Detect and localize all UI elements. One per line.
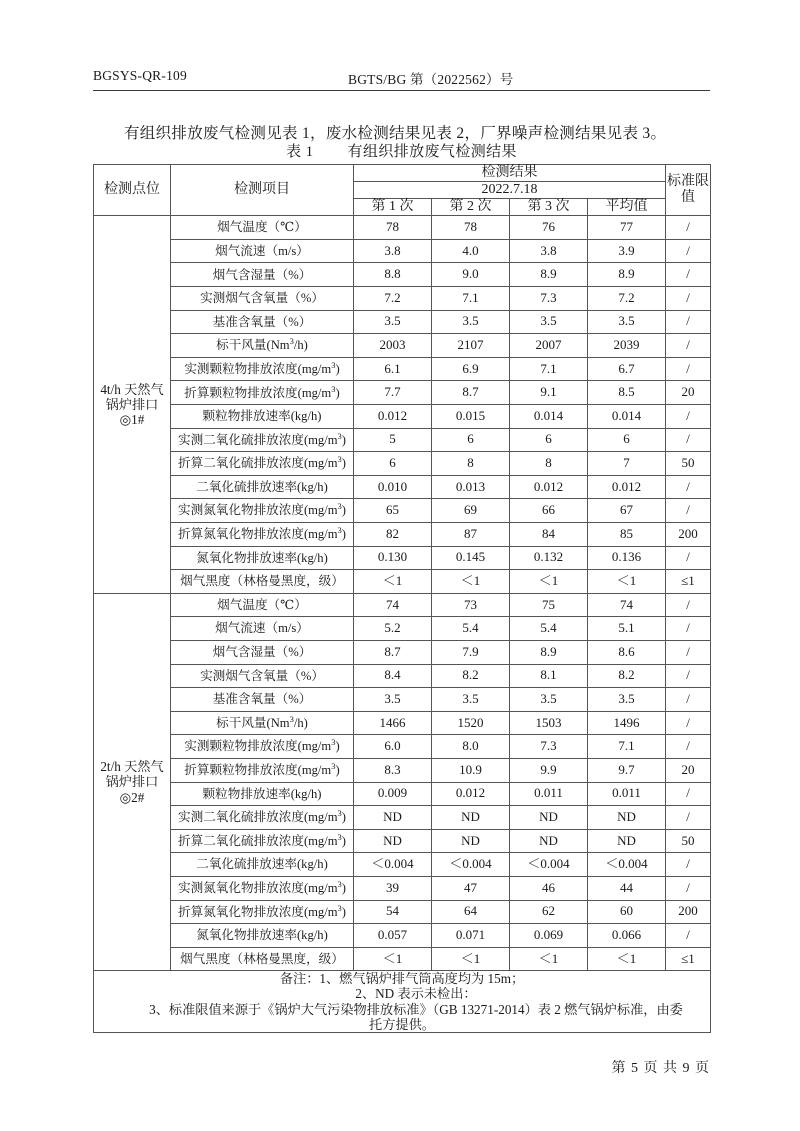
table-row — [94, 475, 711, 499]
table-row — [94, 405, 711, 429]
standard-limit-cell: / — [666, 876, 711, 900]
value-cell-average: 1496 — [588, 711, 666, 735]
value-cell-run1: 74 — [354, 593, 432, 617]
value-cell-average: 2039 — [588, 334, 666, 358]
value-cell-run3: ＜1 — [510, 947, 588, 971]
test-item-cell: 折算氮氧化物排放浓度$(mg/m^3)$ — [171, 523, 354, 547]
measurement-point-line: 锅炉排口 — [105, 396, 159, 412]
value-cell-run3: 6 — [510, 428, 588, 452]
value-cell-run2: 78 — [432, 216, 510, 240]
test-item-cell: 实测二氧化硫排放浓度$(mg/m^3)$ — [171, 806, 354, 830]
value-cell-average: 6.7 — [588, 357, 666, 381]
col-header-average: 平均值 — [588, 199, 666, 216]
value-cell-run2: 64 — [432, 900, 510, 924]
standard-limit-cell: / — [666, 735, 711, 759]
value-cell-run1: 6.1 — [354, 357, 432, 381]
test-item-cell: 实测颗粒物排放浓度$(mg/m^3)$ — [171, 735, 354, 759]
value-cell-average: ND — [588, 806, 666, 830]
value-cell-run3: 3.5 — [510, 310, 588, 334]
intro-paragraph: 有组织排放废气检测见表 1，废水检测结果见表 2，厂界噪声检测结果见表 3。 — [124, 124, 667, 142]
value-cell-run3: 9.9 — [510, 758, 588, 782]
table-row — [94, 664, 711, 688]
header-row-1 — [94, 165, 711, 182]
value-cell-run3: 8.9 — [510, 263, 588, 287]
value-cell-run1: ＜1 — [354, 947, 432, 971]
standard-limit-cell: / — [666, 357, 711, 381]
measurement-point-line: 2t/h 天然气 — [100, 759, 164, 775]
value-cell-average: ND — [588, 829, 666, 853]
value-cell-run2: 7.9 — [432, 640, 510, 664]
value-cell-average: ＜1 — [588, 570, 666, 594]
standard-limit-cell: / — [666, 310, 711, 334]
value-cell-run2: 8.0 — [432, 735, 510, 759]
value-cell-run2: ND — [432, 806, 510, 830]
value-cell-run2: 0.015 — [432, 405, 510, 429]
test-item-cell: 氮氧化物排放速率(kg/h) — [171, 924, 354, 948]
test-item-cell: 二氧化硫排放速率(kg/h) — [171, 475, 354, 499]
value-cell-run1: 65 — [354, 499, 432, 523]
value-cell-run1: 7.2 — [354, 287, 432, 311]
value-cell-run3: 0.132 — [510, 546, 588, 570]
test-item-cell: 实测氮氧化物排放浓度$(mg/m^3)$ — [171, 499, 354, 523]
test-item-cell: 烟气黑度（林格曼黑度，级） — [171, 947, 354, 971]
value-cell-run1: 8.3 — [354, 758, 432, 782]
table-row — [94, 287, 711, 311]
value-cell-run2: ＜1 — [432, 947, 510, 971]
measurement-point-line: ◎1# — [119, 412, 145, 428]
value-cell-run3: 0.014 — [510, 405, 588, 429]
table-row — [94, 900, 711, 924]
emission-results-table — [93, 164, 711, 1033]
table-row — [94, 570, 711, 594]
value-cell-run2: 87 — [432, 523, 510, 547]
table-row — [94, 829, 711, 853]
standard-limit-cell: / — [666, 334, 711, 358]
col-header-results: 检测结果 — [354, 165, 666, 182]
measurement-point-line: ◎2# — [119, 789, 145, 805]
table-row — [94, 216, 711, 240]
value-cell-run1: 0.009 — [354, 782, 432, 806]
standard-limit-cell: / — [666, 593, 711, 617]
table-header — [94, 165, 711, 216]
value-cell-run1: 6 — [354, 452, 432, 476]
value-cell-average: 67 — [588, 499, 666, 523]
standard-limit-cell: / — [666, 263, 711, 287]
test-item-cell: 烟气温度（℃） — [171, 216, 354, 240]
value-cell-run3: ＜1 — [510, 570, 588, 594]
test-item-cell: 颗粒物排放速率(kg/h) — [171, 405, 354, 429]
note-line: 2、ND 表示未检出： — [355, 986, 477, 1002]
test-item-cell: 折算氮氧化物排放浓度$(mg/m^3)$ — [171, 900, 354, 924]
standard-limit-cell: / — [666, 239, 711, 263]
value-cell-run2: 6.9 — [432, 357, 510, 381]
value-cell-run3: 1503 — [510, 711, 588, 735]
test-item-cell: 基准含氧量（%） — [171, 310, 354, 334]
value-cell-run1: 54 — [354, 900, 432, 924]
value-cell-run3: ND — [510, 829, 588, 853]
value-cell-run3: 0.069 — [510, 924, 588, 948]
test-item-cell: 折算颗粒物排放浓度$(mg/m^3)$ — [171, 758, 354, 782]
value-cell-run2: 0.012 — [432, 782, 510, 806]
value-cell-run1: 78 — [354, 216, 432, 240]
value-cell-run2: 73 — [432, 593, 510, 617]
standard-limit-cell: / — [666, 664, 711, 688]
value-cell-run1: 0.012 — [354, 405, 432, 429]
value-cell-run3: 9.1 — [510, 381, 588, 405]
standard-limit-cell: / — [666, 216, 711, 240]
value-cell-average: ＜1 — [588, 947, 666, 971]
table-row — [94, 310, 711, 334]
table-notes-cell — [94, 971, 711, 1033]
value-cell-run3: 3.8 — [510, 239, 588, 263]
standard-limit-cell: / — [666, 688, 711, 712]
note-line: 托方提供。 — [369, 1016, 435, 1032]
standard-limit-cell: ≤1 — [666, 947, 711, 971]
col-header-run3: 第 3 次 — [510, 199, 588, 216]
table-row — [94, 924, 711, 948]
test-item-cell: 实测颗粒物排放浓度$(mg/m^3)$ — [171, 357, 354, 381]
table-title: 有组织排放废气检测结果 — [347, 144, 517, 160]
test-item-cell: 实测氮氧化物排放浓度$(mg/m^3)$ — [171, 876, 354, 900]
test-item-cell: 烟气黑度（林格曼黑度，级） — [171, 570, 354, 594]
value-cell-run2: 47 — [432, 876, 510, 900]
test-item-cell: 折算二氧化硫排放浓度$(mg/m^3)$ — [171, 452, 354, 476]
standard-limit-cell: / — [666, 853, 711, 877]
value-cell-run2: 10.9 — [432, 758, 510, 782]
report-table-container — [93, 164, 710, 1033]
value-cell-run1: 8.8 — [354, 263, 432, 287]
test-item-cell: 烟气流速（m/s） — [171, 617, 354, 641]
value-cell-run3: 7.1 — [510, 357, 588, 381]
value-cell-average: 85 — [588, 523, 666, 547]
value-cell-run3: 7.3 — [510, 287, 588, 311]
test-item-cell: 烟气含湿量（%） — [171, 263, 354, 287]
value-cell-average: 7 — [588, 452, 666, 476]
test-item-cell: 烟气温度（℃） — [171, 593, 354, 617]
table-row — [94, 263, 711, 287]
value-cell-run2: 5.4 — [432, 617, 510, 641]
value-cell-run3: ＜0.004 — [510, 853, 588, 877]
value-cell-run2: 0.071 — [432, 924, 510, 948]
col-header-limit: 标准限值 — [666, 165, 711, 216]
col-header-date: 2022.7.18 — [354, 182, 666, 199]
standard-limit-cell: / — [666, 287, 711, 311]
report-number: BGTS/BG 第（2022562）号 — [348, 72, 514, 87]
standard-limit-cell: / — [666, 924, 711, 948]
table-row — [94, 853, 711, 877]
standard-limit-cell: / — [666, 806, 711, 830]
value-cell-run1: ND — [354, 829, 432, 853]
value-cell-run1: 39 — [354, 876, 432, 900]
col-header-item: 检测项目 — [171, 165, 354, 216]
value-cell-run2: 6 — [432, 428, 510, 452]
value-cell-run3: 7.3 — [510, 735, 588, 759]
value-cell-run2: ＜1 — [432, 570, 510, 594]
standard-limit-cell: / — [666, 640, 711, 664]
table-row — [94, 499, 711, 523]
test-item-cell: 烟气含湿量（%） — [171, 640, 354, 664]
page-number-footer: 第 5 页 共 9 页 — [611, 1061, 710, 1076]
value-cell-run1: 5.2 — [354, 617, 432, 641]
test-item-cell: 颗粒物排放速率(kg/h) — [171, 782, 354, 806]
standard-limit-cell: / — [666, 428, 711, 452]
test-item-cell: 标干风量(Nm$^3$/h) — [171, 711, 354, 735]
value-cell-average: 3.9 — [588, 239, 666, 263]
test-item-cell: 烟气流速（m/s） — [171, 239, 354, 263]
table-row — [94, 334, 711, 358]
note-line: 备注：1、燃气锅炉排气筒高度均为 15m； — [279, 971, 525, 987]
value-cell-run1: 0.130 — [354, 546, 432, 570]
value-cell-run1: 8.7 — [354, 640, 432, 664]
value-cell-run1: 2003 — [354, 334, 432, 358]
value-cell-average: 0.136 — [588, 546, 666, 570]
value-cell-run3: 46 — [510, 876, 588, 900]
value-cell-average: 8.9 — [588, 263, 666, 287]
value-cell-run3: 8.9 — [510, 640, 588, 664]
test-item-cell: 折算颗粒物排放浓度$(mg/m^3)$ — [171, 381, 354, 405]
table-row — [94, 806, 711, 830]
measurement-point-line: 4t/h 天然气 — [100, 381, 164, 397]
value-cell-run2: 7.1 — [432, 287, 510, 311]
test-item-cell: 实测二氧化硫排放浓度$(mg/m^3)$ — [171, 428, 354, 452]
value-cell-run1: 6.0 — [354, 735, 432, 759]
measurement-point-cell — [94, 593, 171, 971]
standard-limit-cell: 50 — [666, 829, 711, 853]
value-cell-run1: 5 — [354, 428, 432, 452]
test-item-cell: 氮氧化物排放速率(kg/h) — [171, 546, 354, 570]
form-code: BGSYS-QR-109 — [93, 68, 187, 83]
table-row — [94, 523, 711, 547]
measurement-point-line: 锅炉排口 — [105, 774, 159, 790]
value-cell-run1: 3.5 — [354, 688, 432, 712]
note-line: 3、标准限值来源于《锅炉大气污染物排放标准》（GB 13271-2014）表 2 燃气锅炉标准，由委 — [149, 1001, 683, 1017]
value-cell-run2: 8 — [432, 452, 510, 476]
value-cell-average: 0.066 — [588, 924, 666, 948]
value-cell-run1: 3.5 — [354, 310, 432, 334]
value-cell-average: 6 — [588, 428, 666, 452]
value-cell-run3: 62 — [510, 900, 588, 924]
table-row — [94, 688, 711, 712]
value-cell-run2: 69 — [432, 499, 510, 523]
value-cell-run1: 1466 — [354, 711, 432, 735]
table-row — [94, 546, 711, 570]
value-cell-run3: 8 — [510, 452, 588, 476]
notes-row — [94, 971, 711, 1033]
value-cell-average: 60 — [588, 900, 666, 924]
value-cell-average: 8.2 — [588, 664, 666, 688]
standard-limit-cell: 20 — [666, 758, 711, 782]
table-row — [94, 357, 711, 381]
standard-limit-cell: / — [666, 405, 711, 429]
test-item-cell: 标干风量(Nm$^3$/h) — [171, 334, 354, 358]
value-cell-run1: 3.8 — [354, 239, 432, 263]
test-item-cell: 实测烟气含氧量（%） — [171, 287, 354, 311]
value-cell-run3: 84 — [510, 523, 588, 547]
value-cell-average: 3.5 — [588, 688, 666, 712]
standard-limit-cell: / — [666, 782, 711, 806]
standard-limit-cell: ≤1 — [666, 570, 711, 594]
measurement-point-cell — [94, 216, 171, 594]
value-cell-run3: 75 — [510, 593, 588, 617]
standard-limit-cell: / — [666, 499, 711, 523]
test-item-cell: 折算二氧化硫排放浓度$(mg/m^3)$ — [171, 829, 354, 853]
table-row — [94, 640, 711, 664]
table-row — [94, 758, 711, 782]
value-cell-run2: ＜0.004 — [432, 853, 510, 877]
value-cell-run2: 0.145 — [432, 546, 510, 570]
test-item-cell: 基准含氧量（%） — [171, 688, 354, 712]
value-cell-run1: 0.057 — [354, 924, 432, 948]
value-cell-run3: 5.4 — [510, 617, 588, 641]
value-cell-run2: 3.5 — [432, 310, 510, 334]
value-cell-run2: 8.7 — [432, 381, 510, 405]
col-header-point: 检测点位 — [94, 165, 171, 216]
value-cell-run2: 3.5 — [432, 688, 510, 712]
test-item-cell: 实测烟气含氧量（%） — [171, 664, 354, 688]
value-cell-average: 7.1 — [588, 735, 666, 759]
standard-limit-cell: / — [666, 475, 711, 499]
table-row — [94, 593, 711, 617]
value-cell-average: 3.5 — [588, 310, 666, 334]
table-number: 表 1 — [286, 144, 314, 160]
table-row — [94, 735, 711, 759]
value-cell-run1: ＜0.004 — [354, 853, 432, 877]
value-cell-run1: 7.7 — [354, 381, 432, 405]
table-row — [94, 876, 711, 900]
standard-limit-cell: 200 — [666, 523, 711, 547]
standard-limit-cell: 20 — [666, 381, 711, 405]
standard-limit-cell: / — [666, 711, 711, 735]
value-cell-run3: 8.1 — [510, 664, 588, 688]
value-cell-run3: 0.012 — [510, 475, 588, 499]
table-row — [94, 381, 711, 405]
standard-limit-cell: / — [666, 617, 711, 641]
standard-limit-cell: 200 — [666, 900, 711, 924]
col-header-run2: 第 2 次 — [432, 199, 510, 216]
value-cell-average: 74 — [588, 593, 666, 617]
table-row — [94, 239, 711, 263]
value-cell-run2: ND — [432, 829, 510, 853]
value-cell-average: 0.011 — [588, 782, 666, 806]
value-cell-average: 5.1 — [588, 617, 666, 641]
value-cell-run2: 1520 — [432, 711, 510, 735]
value-cell-average: 77 — [588, 216, 666, 240]
value-cell-run1: 0.010 — [354, 475, 432, 499]
value-cell-run3: 2007 — [510, 334, 588, 358]
value-cell-average: 8.5 — [588, 381, 666, 405]
table-body — [94, 216, 711, 1033]
table-caption — [93, 140, 710, 161]
table-row — [94, 452, 711, 476]
value-cell-average: 0.012 — [588, 475, 666, 499]
value-cell-run2: 8.2 — [432, 664, 510, 688]
table-row — [94, 782, 711, 806]
table-row — [94, 617, 711, 641]
value-cell-run3: 76 — [510, 216, 588, 240]
value-cell-run3: 3.5 — [510, 688, 588, 712]
col-header-run1: 第 1 次 — [354, 199, 432, 216]
value-cell-average: 7.2 — [588, 287, 666, 311]
value-cell-run2: 0.013 — [432, 475, 510, 499]
value-cell-run2: 2107 — [432, 334, 510, 358]
value-cell-run1: 8.4 — [354, 664, 432, 688]
value-cell-average: 0.014 — [588, 405, 666, 429]
value-cell-average: 9.7 — [588, 758, 666, 782]
document-running-header — [93, 66, 710, 91]
table-row — [94, 428, 711, 452]
table-row — [94, 947, 711, 971]
value-cell-run3: 0.011 — [510, 782, 588, 806]
value-cell-run1: ND — [354, 806, 432, 830]
value-cell-run1: ＜1 — [354, 570, 432, 594]
value-cell-average: 44 — [588, 876, 666, 900]
test-item-cell: 二氧化硫排放速率(kg/h) — [171, 853, 354, 877]
standard-limit-cell: 50 — [666, 452, 711, 476]
value-cell-run2: 4.0 — [432, 239, 510, 263]
standard-limit-cell: / — [666, 546, 711, 570]
value-cell-average: 8.6 — [588, 640, 666, 664]
value-cell-average: ＜0.004 — [588, 853, 666, 877]
value-cell-run3: ND — [510, 806, 588, 830]
value-cell-run3: 66 — [510, 499, 588, 523]
value-cell-run1: 82 — [354, 523, 432, 547]
value-cell-run2: 9.0 — [432, 263, 510, 287]
table-row — [94, 711, 711, 735]
